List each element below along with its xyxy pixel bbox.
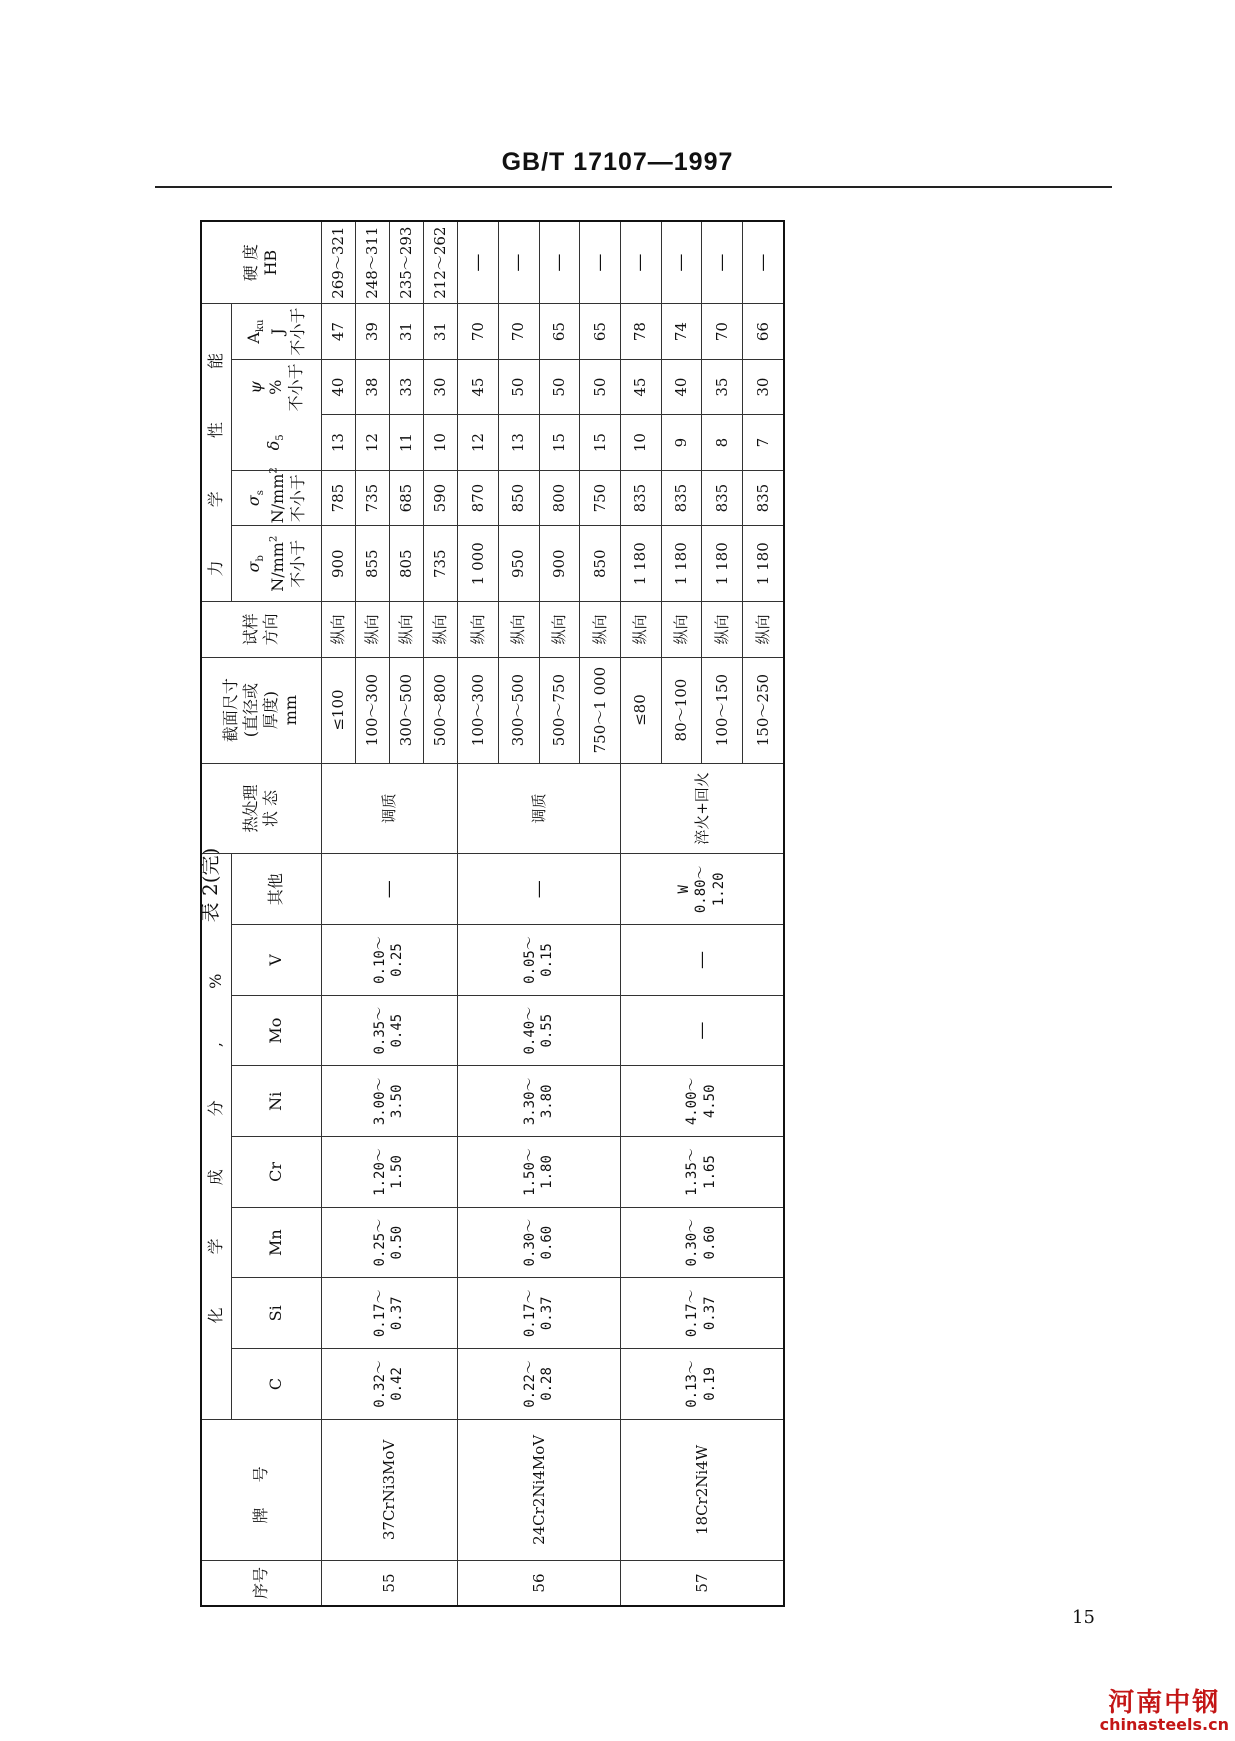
aku-value: 65 [539,304,580,360]
chem-mn: 0.30～ 0.60 [458,1207,621,1278]
sample-direction: 纵向 [620,602,661,658]
header-col-si: Si [231,1278,321,1349]
sample-direction: 纵向 [580,602,621,658]
section-size: 100～300 [355,657,389,763]
steel-properties-table [200,220,785,1607]
table-row [321,221,355,1606]
chem-si: 0.17～ 0.37 [620,1278,784,1349]
aku-unit: J [267,328,287,335]
section-size: 150～250 [742,657,784,763]
sigma-s-value: 850 [498,470,539,526]
chem-other: W 0.80～ 1.20 [620,854,784,925]
sigma-b-value: 1 000 [458,526,499,602]
header-col-mo: Mo [231,995,321,1066]
hardness-value: — [702,221,743,304]
chem-cr: 1.50～ 1.80 [458,1137,621,1208]
sample-direction: 纵向 [458,602,499,658]
header-section-size: 截面尺寸 (直径或 厚度) mm [201,657,321,763]
sigma-b-value: 900 [539,526,580,602]
delta5-value: 13 [498,415,539,471]
header-col-v: V [231,925,321,996]
sigma-s-value: 590 [424,470,458,526]
heat-treatment: 淬火+回火 [620,763,784,854]
chem-other: — [321,854,458,925]
watermark-url: chinasteels.cn [1099,1715,1229,1734]
header-row-1 [201,221,231,1606]
hardness-value: — [580,221,621,304]
rotated-table [200,220,785,1607]
hardness-value: — [620,221,661,304]
psi-value: 50 [539,359,580,415]
psi-value: 30 [424,359,458,415]
header-col-mn: Mn [231,1207,321,1278]
aku-value: 39 [355,304,389,360]
aku-value: 70 [458,304,499,360]
psi-value: 45 [458,359,499,415]
sample-direction: 纵向 [389,602,423,658]
sample-direction: 纵向 [498,602,539,658]
sigma-s-value: 735 [355,470,389,526]
delta5-value: 7 [742,415,784,471]
psi-value: 38 [355,359,389,415]
header-row-2 [231,221,321,1606]
hardness-value: 212～262 [424,221,458,304]
chem-cr: 1.35～ 1.65 [620,1137,784,1208]
chem-si: 0.17～ 0.37 [458,1278,621,1349]
header-chemical-composition: 化 学 成 分 , % [201,854,231,1419]
heat-treatment: 调质 [321,763,458,854]
section-size: 500～750 [539,657,580,763]
sigma-s-subscript: s [255,490,267,496]
sigma-s-symbol: σ [244,495,264,507]
aku-value: 66 [742,304,784,360]
psi-value: 35 [702,359,743,415]
table-row [458,221,499,1606]
sigma-b-unit: N/mm [267,542,287,592]
table-caption: 表 2(完) [198,847,222,923]
aku-symbol: A [244,332,264,344]
heat-treatment: 调质 [458,763,621,854]
grade-cell: 18Cr2Ni4W [620,1419,784,1560]
sigma-s-value: 835 [702,470,743,526]
delta5-value: 10 [620,415,661,471]
chem-mo: — [620,995,784,1066]
header-seq: 序号 [201,1561,321,1606]
psi-value: 45 [620,359,661,415]
sigma-b-symbol: σ [244,561,264,573]
sigma-b-value: 1 180 [620,526,661,602]
sigma-b-value: 1 180 [742,526,784,602]
grade-cell: 24Cr2Ni4MoV [458,1419,621,1560]
aku-value: 78 [620,304,661,360]
sigma-s-unit-power: 2 [268,467,280,474]
seq-cell: 56 [458,1561,621,1606]
standard-header: GB/T 17107—1997 [501,148,734,176]
sample-direction: 纵向 [742,602,784,658]
header-hardness: 硬 度 HB [201,221,321,304]
sigma-b-value: 850 [580,526,621,602]
header-aku [231,304,321,360]
chem-v: 0.05～ 0.15 [458,925,621,996]
header-psi [231,359,321,415]
chem-si: 0.17～ 0.37 [321,1278,458,1349]
delta5-value: 8 [702,415,743,471]
header-rule [155,186,1112,188]
sigma-b-value: 900 [321,526,355,602]
sigma-s-value: 870 [458,470,499,526]
chem-mn: 0.30～ 0.60 [620,1207,784,1278]
table-wrapper [200,220,785,1607]
chem-mn: 0.25～ 0.50 [321,1207,458,1278]
header-sample-direction: 试样 方向 [201,602,321,658]
table-row [620,221,661,1606]
psi-value: 33 [389,359,423,415]
psi-value: 40 [321,359,355,415]
chem-mo: 0.35～ 0.45 [321,995,458,1066]
sigma-s-value: 685 [389,470,423,526]
chem-ni: 4.00～ 4.50 [620,1066,784,1137]
aku-value: 47 [321,304,355,360]
delta5-value: 10 [424,415,458,471]
chem-c: 0.32～ 0.42 [321,1349,458,1420]
header-heat-treatment: 热处理 状 态 [201,763,321,854]
delta5-subscript: 5 [275,434,287,441]
chem-ni: 3.00～ 3.50 [321,1066,458,1137]
seq-cell: 57 [620,1561,784,1606]
header-grade: 牌 号 [201,1419,321,1560]
sample-direction: 纵向 [321,602,355,658]
page-number: 15 [1072,1607,1095,1628]
section-size: 100～300 [458,657,499,763]
aku-value: 70 [498,304,539,360]
header-col-other: 其他 [231,854,321,925]
section-size: 300～500 [498,657,539,763]
section-size: 500～800 [424,657,458,763]
hardness-value: — [498,221,539,304]
delta5-value: 11 [389,415,423,471]
header-col-ni: Ni [231,1066,321,1137]
delta5-value: 15 [580,415,621,471]
watermark-logo-text: 河南中钢 [1108,1688,1221,1718]
sigma-s-value: 750 [580,470,621,526]
sample-direction: 纵向 [702,602,743,658]
sigma-b-value: 855 [355,526,389,602]
sigma-s-value: 835 [661,470,702,526]
sigma-s-value: 800 [539,470,580,526]
aku-value: 65 [580,304,621,360]
sigma-s-value: 835 [620,470,661,526]
aku-value: 74 [661,304,702,360]
hardness-value: 269～321 [321,221,355,304]
delta5-value: 9 [661,415,702,471]
percent-not-less: 不小于 [286,363,305,412]
chem-v: 0.10～ 0.25 [321,925,458,996]
delta5-value: 15 [539,415,580,471]
psi-value: 50 [498,359,539,415]
sigma-b-unit-power: 2 [268,535,280,543]
section-size: 80～100 [661,657,702,763]
header-col-cr: Cr [231,1137,321,1208]
sigma-s-value: 835 [742,470,784,526]
hardness-value: 248～311 [355,221,389,304]
aku-value: 70 [702,304,743,360]
psi-value: 30 [742,359,784,415]
aku-not-less: 不小于 [287,307,307,356]
hardness-value: — [742,221,784,304]
sample-direction: 纵向 [355,602,389,658]
sigma-s-unit: N/mm [267,473,287,524]
hardness-value: 235～293 [389,221,423,304]
hardness-value: — [458,221,499,304]
sample-direction: 纵向 [539,602,580,658]
section-size: 100～150 [702,657,743,763]
sigma-b-value: 1 180 [661,526,702,602]
seq-cell: 55 [321,1561,458,1606]
header-delta5 [231,415,321,474]
psi-value: 50 [580,359,621,415]
delta5-value: 13 [321,415,355,471]
chem-mo: 0.40～ 0.55 [458,995,621,1066]
percent-unit: % [266,379,285,395]
sigma-b-value: 950 [498,526,539,602]
section-size: 300～500 [389,657,423,763]
sample-direction: 纵向 [424,602,458,658]
header-col-c: C [231,1349,321,1420]
section-size: ≤80 [620,657,661,763]
sigma-s-not-less: 不小于 [287,474,307,523]
chem-ni: 3.30～ 3.80 [458,1066,621,1137]
section-size: 750～1 000 [580,657,621,763]
chem-other: — [458,854,621,925]
hardness-value: — [539,221,580,304]
psi-value: 40 [661,359,702,415]
chem-c: 0.13～ 0.19 [620,1349,784,1420]
aku-subscript: ku [255,319,267,333]
chem-v: — [620,925,784,996]
chem-cr: 1.20～ 1.50 [321,1137,458,1208]
sigma-b-subscript: b [255,555,267,562]
psi-symbol: ψ [246,381,265,394]
sigma-s-value: 785 [321,470,355,526]
delta5-value: 12 [458,415,499,471]
hardness-value: — [661,221,702,304]
aku-value: 31 [424,304,458,360]
grade-cell: 37CrNi3MoV [321,1419,458,1560]
header-sigma-b [231,526,321,602]
delta5-symbol: δ [264,440,284,451]
sample-direction: 纵向 [661,602,702,658]
header-sigma-s [231,467,321,526]
sigma-b-value: 735 [424,526,458,602]
header-mechanical-properties: 力 学 性 能 [201,304,231,602]
aku-value: 31 [389,304,423,360]
sigma-b-value: 805 [389,526,423,602]
sigma-b-value: 1 180 [702,526,743,602]
chem-c: 0.22～ 0.28 [458,1349,621,1420]
site-watermark [1100,1689,1229,1733]
sigma-b-not-less: 不小于 [287,539,307,588]
delta5-value: 12 [355,415,389,471]
section-size: ≤100 [321,657,355,763]
